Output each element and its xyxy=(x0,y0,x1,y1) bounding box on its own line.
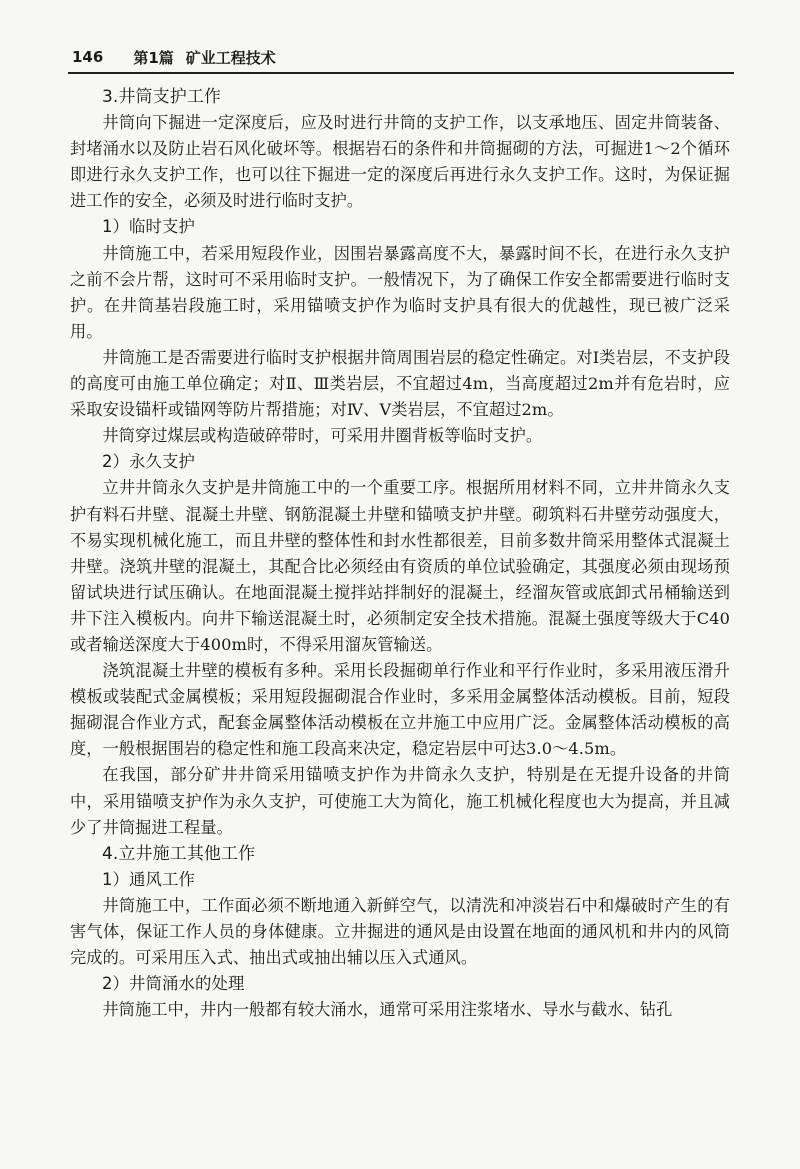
paragraph: 立井井筒永久支护是井筒施工中的一个重要工序。根据所用材料不同，立井井筒永久支护有料石井壁、混凝土井壁、钢筋混凝土井壁和锚喷支护井壁。砌筑料石井壁劳动强度大，不易实现机械化施工，而且井壁的整体性和封水性都很差，目前多数井筒采用整体式混凝土井壁。浇筑井壁的混凝土，其配合比必须经由有资质的单位试验确定，其强度必须由现场预留试块进行试压确认。在地面混凝土搅拌站拌制好的混凝土，经溜灰管或底卸式吊桶输送到井下注入模板内。向井下输送混凝土时，必须制定安全技术措施。混凝土强度等级大于C40或者输送深度大于400m时，不得采用溜灰管输送。 xyxy=(70,478,730,654)
page-body xyxy=(70,84,730,1023)
page-number: 146 xyxy=(72,48,104,66)
subsection-heading: 1）通风工作 xyxy=(102,869,195,889)
paragraph: 浇筑混凝土井壁的模板有多种。采用长段掘砌单行作业和平行作业时，多采用液压滑升模板或装配式金属模板；采用短段掘砌混合作业时，多采用金属整体活动模板。目前，短段掘砌混合作业方式，配套金属整体活动模板在立井施工中应用广泛。金属整体活动模板的高度，一般根据围岩的稳定性和施工段高来决定，稳定岩层中可达3.0～4.5m。 xyxy=(70,661,730,759)
paragraph: 井筒施工中，工作面必须不断地通入新鲜空气，以清洗和冲淡岩石中和爆破时产生的有害气体，保证工作人员的身体健康。立井掘进的通风是由设置在地面的通风机和井内的风筒完成的。可采用压入式、抽出式或抽出辅以压入式通风。 xyxy=(70,895,730,968)
part-title: 矿业工程技术 xyxy=(185,48,276,67)
subsection-heading: 1）临时支护 xyxy=(102,217,195,237)
running-header xyxy=(72,44,732,70)
paragraph: 在我国，部分矿井井筒采用锚喷支护作为井筒永久支护，特别是在无提升设备的井筒中，采用锚喷支护作为永久支护，可使施工大为简化，施工机械化程度也大为提高，并且减少了井筒掘进工程量。 xyxy=(70,765,730,837)
subsection-heading: 2）永久支护 xyxy=(102,452,195,472)
header-rule xyxy=(68,72,734,74)
paragraph: 井筒穿过煤层或构造破碎带时，可采用井圈背板等临时支护。 xyxy=(102,426,543,446)
paragraph: 井筒施工中，井内一般都有较大涌水，通常可采用注浆堵水、导水与截水、钻孔 xyxy=(102,1000,673,1020)
paragraph: 井筒施工是否需要进行临时支护根据井筒周围岩层的稳定性确定。对Ⅰ类岩层，不支护段的高度可由施工单位确定；对Ⅱ、Ⅲ类岩层，不宜超过4m，当高度超过2m并有危岩时，应采取安设锚杆或锚网等防片帮措施；对Ⅳ、Ⅴ类岩层，不宜超过2m。 xyxy=(70,347,730,420)
section-heading: 3.井筒支护工作 xyxy=(102,87,222,107)
paragraph: 井筒向下掘进一定深度后，应及时进行井筒的支护工作，以支承地压、固定井筒装备、封堵涌水以及防止岩石风化破坏等。根据岩石的条件和井筒掘砌的方法，可掘进1～2个循环即进行永久支护工作，也可以往下掘进一定的深度后再进行永久支护工作。这时，为保证掘进工作的安全，必须及时进行临时支护。 xyxy=(70,113,730,211)
part-label: 第1篇 xyxy=(133,48,174,67)
paragraph: 井筒施工中，若采用短段作业，因围岩暴露高度不大，暴露时间不长，在进行永久支护之前不会片帮，这时可不采用临时支护。一般情况下，为了确保工作安全都需要进行临时支护。在井筒基岩段施工时，采用锚喷支护作为临时支护具有很大的优越性，现已被广泛采用。 xyxy=(70,243,730,341)
section-heading: 4.立井施工其他工作 xyxy=(102,843,256,864)
subsection-heading: 2）井筒涌水的处理 xyxy=(102,974,245,994)
